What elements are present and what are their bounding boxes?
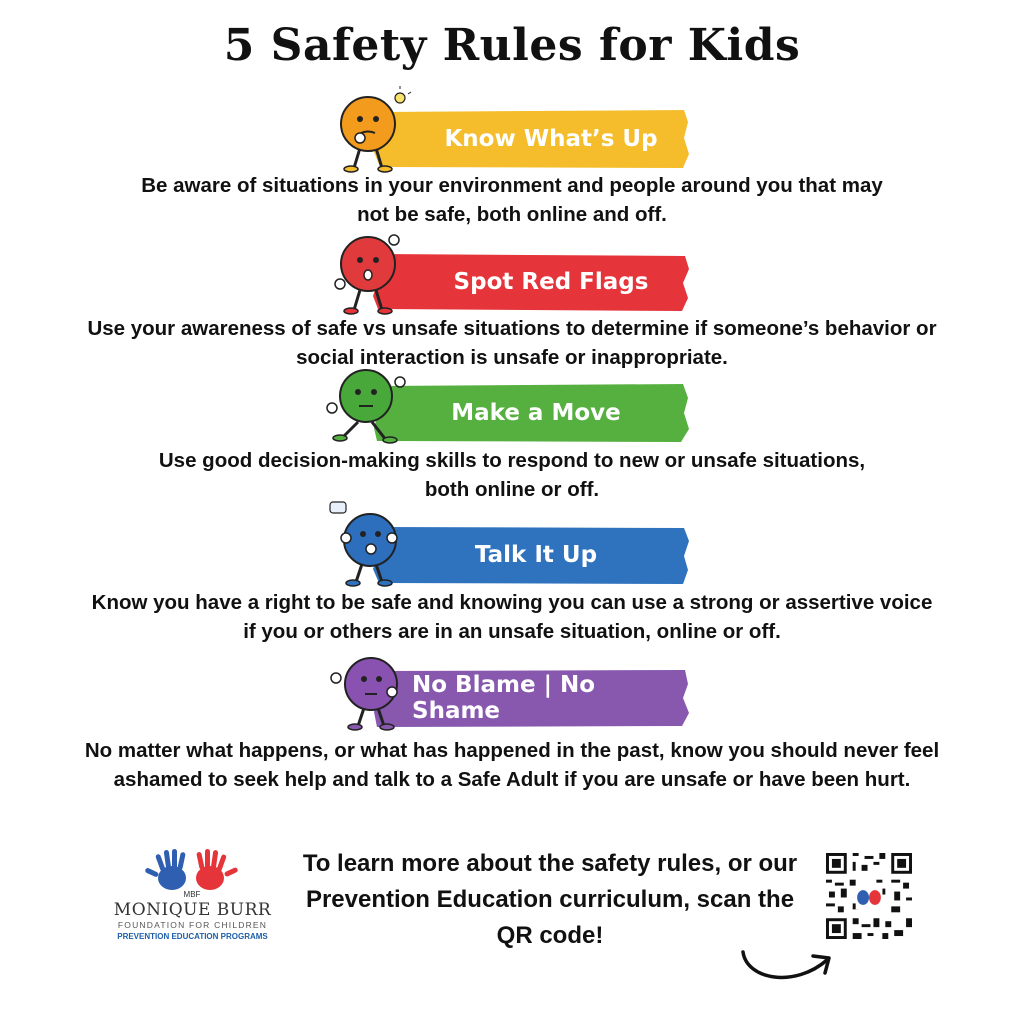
logo-mark: MBF — [183, 890, 201, 899]
rule-banner — [372, 382, 690, 444]
rule-description: Use your awareness of safe vs unsafe situations to determine if someone’s behavior or social interaction is unsafe or inappropriate. — [87, 317, 937, 369]
monique-burr-logo — [100, 848, 285, 948]
rule-description: No matter what happens, or what has happened in the past, know you should never feel ashamed to seek help and talk to a Safe Adult if you are unsafe or have been hurt. — [84, 739, 940, 791]
curved-arrow-icon — [735, 940, 845, 990]
rule-description: Know you have a right to be safe and knowing you can use a strong or assertive voice if you or others are in an unsafe situation, online or off. — [91, 591, 933, 643]
hands-logo-icon — [142, 848, 242, 900]
thumbs-up-mascot-icon — [326, 644, 416, 734]
running-mascot-icon — [320, 360, 410, 450]
qr-code-icon[interactable] — [826, 853, 912, 939]
rule-heading: Spot Red Flags — [453, 269, 649, 295]
rule-description: Be aware of situations in your environment and people around you that may not be safe, both online and off. — [141, 174, 883, 226]
logo-subtitle: FOUNDATION FOR CHILDREN — [117, 920, 268, 930]
rule-description: Use good decision-making skills to respond to new or unsafe situations, both online or off. — [158, 449, 866, 501]
logo-name: MONIQUE BURR — [113, 900, 272, 920]
talking-mascot-icon — [326, 500, 416, 590]
rule-heading: Know What’s Up — [444, 126, 658, 152]
logo-programs: PREVENTION EDUCATION PROGRAMS — [117, 932, 268, 941]
rule-heading: No Blame | No Shame — [412, 672, 596, 724]
rule-heading: Talk It Up — [474, 542, 598, 568]
rule-banner — [372, 251, 690, 313]
rule-banner — [372, 667, 690, 729]
rule-heading: Make a Move — [451, 400, 621, 426]
call-to-action: To learn more about the safety rules, or our Prevention Education curriculum, scan the QR code! — [302, 850, 798, 949]
rule-banner — [372, 524, 690, 586]
page-title: 5 Safety Rules for Kids — [223, 20, 801, 71]
worried-mascot-icon — [328, 228, 418, 318]
thinking-mascot-icon — [330, 86, 420, 176]
